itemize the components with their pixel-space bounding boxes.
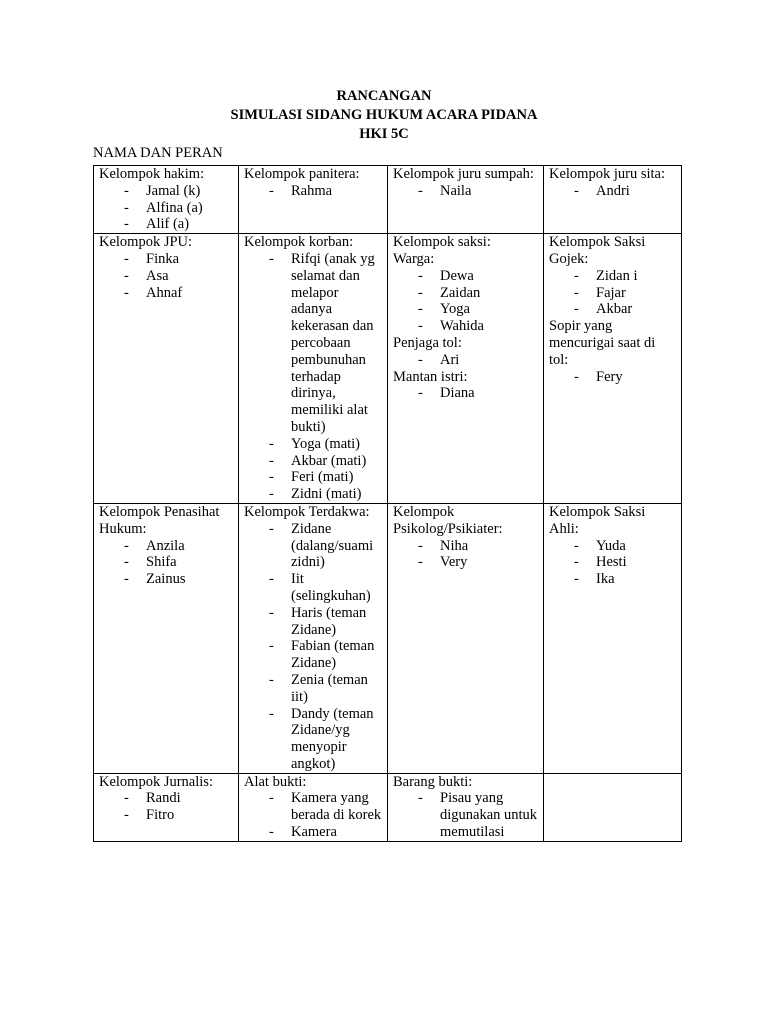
member-list	[244, 183, 382, 200]
list-item: - Zidni (mati)	[244, 486, 382, 503]
cell-title: Kelompok juru sita:	[549, 166, 665, 182]
list-item: - Shifa	[99, 554, 233, 571]
member-list	[549, 268, 676, 318]
sub-label-penjaga-tol: Penjaga tol:	[393, 334, 462, 351]
list-item: - Hesti	[549, 554, 676, 571]
list-item: - Randi	[99, 790, 233, 807]
list-item: - Dewa	[393, 268, 538, 285]
cell-title: Kelompok Terdakwa:	[244, 503, 370, 520]
list-item: - Alfina (a)	[99, 200, 233, 217]
table-cell-juru-sita	[544, 166, 682, 234]
list-item: - Zidan i	[549, 268, 676, 285]
member-list	[393, 183, 538, 200]
member-list	[393, 385, 538, 402]
member-list	[549, 538, 676, 588]
list-item: - Zidane (dalang/suami zidni)	[244, 521, 382, 571]
list-item: - Yoga	[393, 301, 538, 318]
list-item: - Ika	[549, 571, 676, 588]
table-cell-panitera	[239, 166, 388, 234]
table-cell-alat-bukti	[239, 773, 388, 841]
cell-title: Kelompok Psikolog/Psikiater:	[393, 503, 503, 537]
cell-title: Kelompok Penasihat Hukum:	[99, 503, 220, 537]
list-item: - Rahma	[244, 183, 382, 200]
document-subtitle: SIMULASI SIDANG HUKUM ACARA PIDANA	[230, 107, 538, 123]
member-list	[549, 369, 676, 386]
member-list	[549, 183, 676, 200]
list-item: - Ari	[393, 352, 538, 369]
cell-title: Kelompok panitera:	[244, 166, 360, 182]
table-cell-saksi	[388, 234, 544, 504]
cell-title: Kelompok Saksi Gojek:	[549, 234, 646, 267]
member-list	[99, 538, 233, 588]
cell-title: Barang bukti:	[393, 773, 473, 790]
sub-label-sopir: Sopir yang mencurigai saat di tol:	[549, 318, 656, 368]
cell-title: Kelompok Saksi Ahli:	[549, 503, 646, 537]
cell-title: Kelompok hakim:	[99, 166, 205, 182]
list-item: - Jamal (k)	[99, 183, 233, 200]
table-row	[94, 773, 682, 841]
table-cell-korban	[239, 234, 388, 504]
list-item: - Dandy (teman Zidane/yg menyopir angkot)	[244, 706, 382, 773]
table-cell-terdakwa	[239, 503, 388, 773]
table-cell-jpu	[94, 234, 239, 504]
list-item: - Niha	[393, 538, 538, 555]
list-item: - Akbar (mati)	[244, 453, 382, 470]
list-item: - Zaidan	[393, 285, 538, 302]
document-title: RANCANGAN	[336, 88, 432, 104]
table-cell-juru-sumpah	[388, 166, 544, 234]
member-list	[99, 790, 233, 824]
cell-title: Kelompok juru sumpah:	[393, 166, 534, 182]
list-item: - Alif (a)	[99, 216, 233, 233]
list-item: - Anzila	[99, 538, 233, 555]
member-list	[393, 538, 538, 572]
list-item: - Zenia (teman iit)	[244, 672, 382, 706]
table-cell-hakim	[94, 166, 239, 234]
list-item: - Asa	[99, 268, 233, 285]
list-item: - Andri	[549, 183, 676, 200]
table-cell-penasihat-hukum	[94, 503, 239, 773]
list-item: - Diana	[393, 385, 538, 402]
table-cell-jurnalis	[94, 773, 239, 841]
list-item: - Yoga (mati)	[244, 436, 382, 453]
cell-title: Alat bukti:	[244, 773, 307, 790]
list-item: - Fitro	[99, 807, 233, 824]
list-item: - Fabian (teman Zidane)	[244, 638, 382, 672]
list-item: - Zainus	[99, 571, 233, 588]
list-item: - Naila	[393, 183, 538, 200]
cell-title: Kelompok korban:	[244, 234, 354, 251]
list-item: - Very	[393, 554, 538, 571]
list-item: - Fajar	[549, 285, 676, 302]
roles-table	[93, 165, 682, 842]
table-cell-barang-bukti	[388, 773, 544, 841]
list-item: - Ahnaf	[99, 285, 233, 302]
member-list	[393, 268, 538, 335]
list-item: - Kamera yang berada di korek	[244, 790, 382, 824]
member-list	[244, 790, 382, 840]
sub-label-mantan-istri: Mantan istri:	[393, 368, 468, 385]
member-list	[99, 183, 233, 233]
table-row	[94, 234, 682, 504]
table-cell-saksi-gojek	[544, 234, 682, 504]
list-item: - Haris (teman Zidane)	[244, 605, 382, 639]
member-list	[393, 790, 538, 840]
sub-label-warga: Warga:	[393, 250, 435, 267]
cell-title: Kelompok JPU:	[99, 234, 193, 251]
list-item: - Yuda	[549, 538, 676, 555]
cell-title: Kelompok saksi:	[393, 234, 491, 251]
list-item: - Finka	[99, 251, 233, 268]
list-item: - Kamera	[244, 824, 382, 841]
list-item: - Iit (selingkuhan)	[244, 571, 382, 605]
class-name: HKI 5C	[359, 126, 409, 142]
list-item: - Rifqi (anak yg selamat dan melapor adanya kekerasan dan percobaan pembunuhan terhadap dirinya, memiliki alat bukti)	[244, 251, 382, 436]
list-item: - Pisau yang digunakan untuk memutilasi	[393, 790, 538, 840]
section-label: NAMA DAN PERAN	[93, 145, 223, 161]
table-row	[94, 503, 682, 773]
list-item: - Fery	[549, 369, 676, 386]
table-cell-saksi-ahli	[544, 503, 682, 773]
cell-title: Kelompok Jurnalis:	[99, 773, 213, 790]
member-list	[244, 251, 382, 503]
table-row	[94, 166, 682, 234]
table-cell-psikolog	[388, 503, 544, 773]
list-item: - Akbar	[549, 301, 676, 318]
member-list	[393, 352, 538, 369]
member-list	[99, 251, 233, 301]
table-cell-empty	[544, 773, 682, 841]
list-item: - Feri (mati)	[244, 469, 382, 486]
list-item: - Wahida	[393, 318, 538, 335]
member-list	[244, 521, 382, 773]
